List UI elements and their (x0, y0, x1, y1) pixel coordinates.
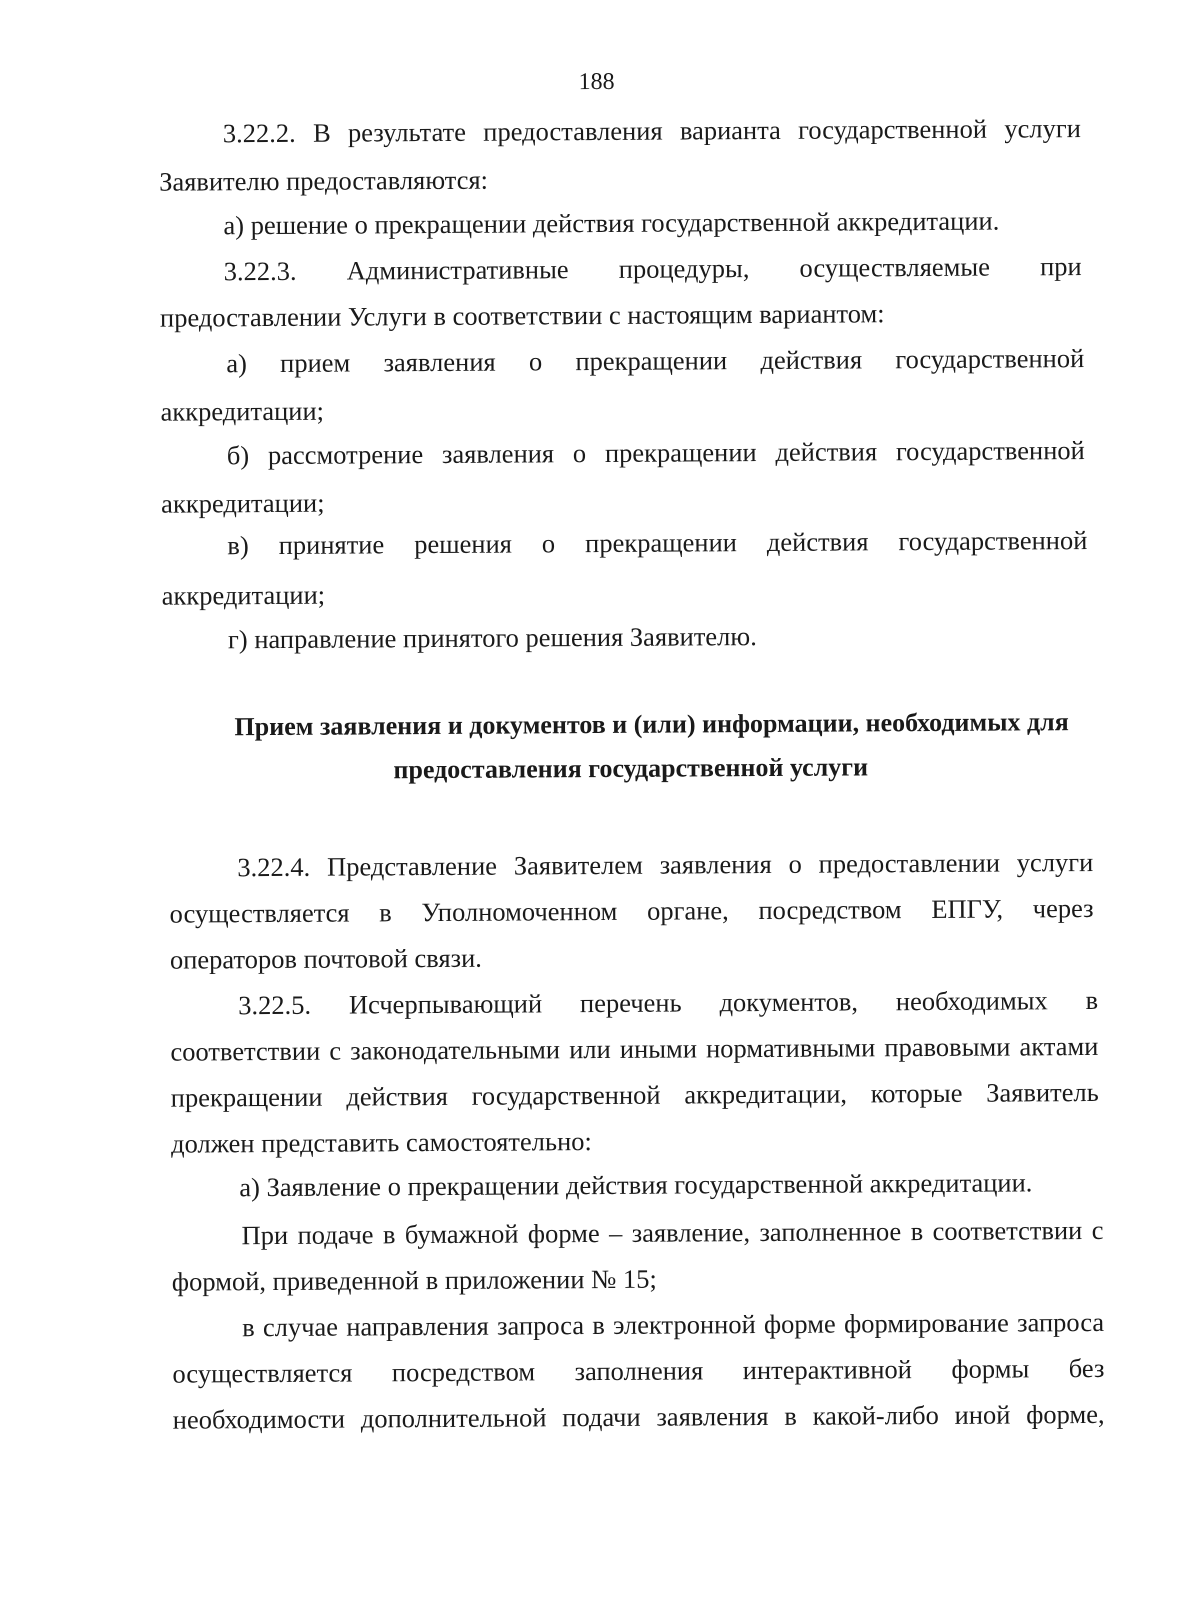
word: Представление (326, 850, 498, 882)
word: необходимых (895, 985, 1048, 1017)
paragraph-3-22-5-line-1 (238, 984, 1099, 1021)
word: Исчерпывающий (348, 988, 543, 1020)
word: в (379, 897, 392, 928)
list-item-v-line-2: аккредитации; (161, 579, 326, 611)
word: подаче (297, 1219, 374, 1250)
word: в (784, 1400, 797, 1431)
word: 3.22.3. (223, 255, 297, 287)
word: какой-либо (812, 1399, 939, 1431)
word: государственной (895, 343, 1085, 375)
word: посредством (391, 1356, 536, 1388)
word: услуги (1004, 113, 1081, 144)
word: с (1091, 1214, 1104, 1246)
word: формирование (843, 1307, 1009, 1339)
word: результате (347, 116, 467, 148)
section-heading-line-1: Прием заявления и документов и (или) информации, необходимых для (234, 707, 1069, 742)
word: форме, (1026, 1398, 1105, 1430)
word: формы (951, 1353, 1030, 1384)
page-number: 188 (578, 68, 615, 96)
word: государственной (798, 113, 988, 145)
word: о (572, 438, 587, 469)
word: посредством (758, 894, 902, 926)
paragraph-3-22-2-line-2: Заявителю предоставляются: (159, 164, 489, 197)
word: заполненное (759, 1216, 902, 1248)
word: а) (226, 348, 247, 379)
paragraph-3-22-5-line-4: должен представить самостоятельно: (170, 1126, 592, 1159)
paragraph-3-22-2-line-1 (223, 115, 1081, 147)
word: заявления (441, 438, 555, 469)
word: соответствии (932, 1215, 1083, 1246)
section-heading-line-2: предоставления государственной услуги (393, 752, 869, 785)
word: При (241, 1219, 289, 1251)
word: 3.22.4. (237, 851, 311, 883)
list-item-v-line-1 (227, 527, 1087, 559)
list-item-b-line-1 (227, 437, 1085, 469)
word: или (569, 1033, 611, 1065)
word: принятие (278, 529, 385, 560)
word: при (1039, 251, 1082, 282)
word: в (592, 1309, 605, 1341)
word: форме (763, 1308, 836, 1340)
word: действия (766, 526, 869, 557)
word: заявления (656, 1400, 769, 1432)
paragraph-paper-line-1 (241, 1214, 1104, 1251)
word: заполнения (574, 1355, 704, 1387)
paragraph-application-item: а) Заявление о прекращении действия государственной аккредитации. (239, 1167, 1033, 1203)
word: осуществляется (172, 1357, 353, 1389)
paragraph-electronic-line-1 (242, 1306, 1105, 1343)
word: правовыми (884, 1031, 1011, 1063)
list-item-g: г) направление принятого решения Заявителю. (227, 621, 757, 655)
word: дополнительной (360, 1402, 547, 1434)
word: которые (870, 1077, 963, 1109)
word: варианта (679, 114, 781, 146)
word: заявления (659, 848, 772, 880)
word: – (608, 1217, 623, 1248)
list-item-a-line-2: аккредитации; (160, 395, 325, 427)
word: Заявителем (513, 849, 643, 881)
word: ЕПГУ, (931, 893, 1004, 924)
paragraph-3-22-3-line-1 (224, 253, 1082, 285)
word: запроса (496, 1310, 585, 1341)
word: осуществляется (169, 897, 350, 929)
word: интерактивной (742, 1354, 912, 1386)
word: необходимости (172, 1403, 346, 1435)
word: прекращении (604, 437, 757, 468)
list-item-b-line-2: аккредитации; (161, 487, 325, 519)
paragraph-3-22-4-line-1 (237, 846, 1094, 883)
paragraph-3-22-3-line-2: предоставлении Услуги в соответствии с настоящим вариантом: (159, 298, 885, 333)
word: направления (346, 1310, 489, 1342)
word: в) (227, 530, 249, 561)
word: электронной (613, 1309, 756, 1340)
word: услуги (1016, 846, 1094, 878)
word: форме (527, 1218, 600, 1249)
word: предоставления (483, 115, 663, 147)
word: документов, (719, 986, 859, 1018)
word: 3.22.5. (238, 989, 312, 1021)
word: иной (954, 1399, 1011, 1430)
paragraph-3-22-5-line-3 (170, 1076, 1099, 1113)
word: действия (775, 436, 878, 467)
word: заявления (383, 346, 496, 378)
list-item-a-line-1 (226, 345, 1084, 377)
word: действия (760, 344, 863, 376)
word: перечень (579, 987, 682, 1019)
word: Заявитель (986, 1076, 1099, 1108)
paragraph-3-22-4-line-2 (169, 892, 1094, 929)
word: государственной (471, 1079, 661, 1111)
word: актами (1019, 1030, 1099, 1062)
word: с (329, 1035, 342, 1066)
word: нормативными (705, 1032, 876, 1064)
paragraph-3-22-5-line-2 (170, 1030, 1099, 1067)
word: через (1032, 892, 1094, 924)
paragraph-electronic-line-2 (172, 1352, 1105, 1389)
word: государственной (895, 435, 1085, 467)
word: соответствии (170, 1035, 321, 1067)
word: иными (619, 1033, 698, 1064)
paragraph-electronic-line-3 (172, 1398, 1105, 1435)
word: осуществляемые (799, 251, 991, 283)
word: в (910, 1216, 924, 1247)
word: о (528, 346, 543, 377)
word: в (242, 1312, 255, 1343)
word: о (788, 848, 802, 879)
word: 3.22.2. (222, 117, 296, 149)
word: запроса (1016, 1306, 1105, 1338)
word: В (312, 117, 331, 148)
word: государственной (898, 525, 1088, 557)
word: решения (414, 528, 512, 560)
word: бумажной (404, 1218, 519, 1250)
word: случае (262, 1311, 339, 1343)
word: в (382, 1219, 396, 1250)
word: подачи (562, 1401, 641, 1433)
word: прекращении (584, 527, 737, 559)
word: процедуры, (618, 253, 750, 284)
paragraph-paper-line-2: формой, приведенной в приложении № 15; (171, 1263, 657, 1297)
word: Административные (346, 254, 569, 286)
word: аккредитации, (684, 1078, 848, 1110)
word: прекращении (575, 345, 728, 377)
word: заявление, (631, 1217, 751, 1248)
paragraph-3-22-4-line-3: операторов почтовой связи. (169, 942, 482, 975)
paragraph-decision-item: а) решение о прекращении действия государственной аккредитации. (223, 205, 1000, 241)
word: б) (226, 440, 250, 471)
word: законодательными (350, 1034, 561, 1066)
word: прекращении (170, 1081, 323, 1113)
word: Уполномоченном (421, 895, 618, 928)
word: рассмотрение (267, 439, 424, 471)
word: предоставлении (818, 847, 1001, 879)
word: в (1085, 984, 1099, 1016)
word: действия (346, 1080, 449, 1112)
word: прием (280, 347, 351, 378)
word: о (541, 528, 556, 559)
word: органе, (646, 895, 729, 926)
word: без (1068, 1352, 1105, 1384)
